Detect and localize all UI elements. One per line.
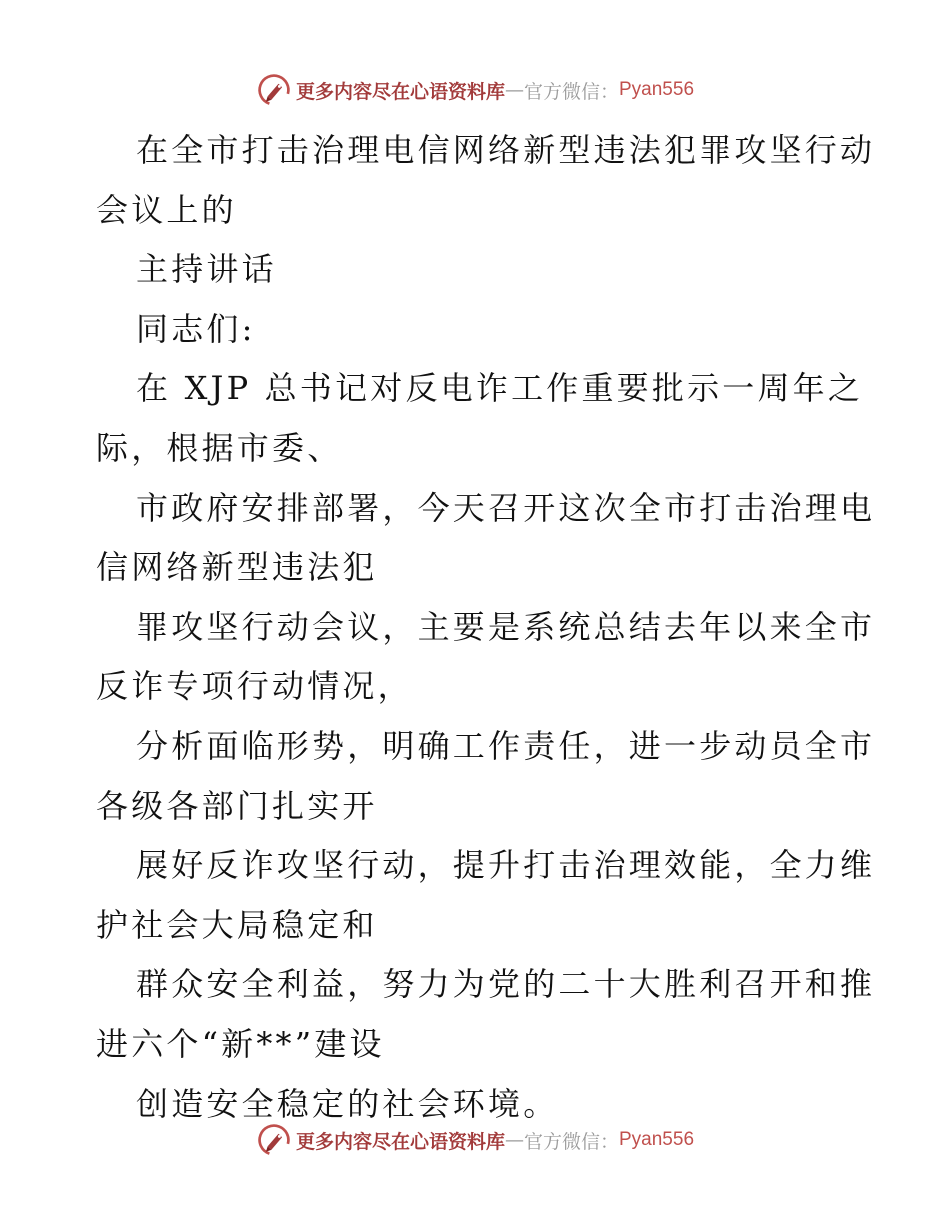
banner-separator: — <box>504 1129 524 1151</box>
text-line: 反诈专项行动情况， <box>96 667 413 706</box>
text-line: 同志们: <box>136 309 256 348</box>
banner-separator: — <box>504 79 524 101</box>
text-line: 市政府安排部署，今天召开这次全市打击治理电 <box>136 488 876 527</box>
pen-nib-logo-icon <box>256 1122 292 1158</box>
banner-slogan: 更多内容尽在心语资料库 <box>295 80 505 103</box>
text-line: 主持讲话 <box>136 250 277 289</box>
text-line: 护社会大局稳定和 <box>96 905 378 944</box>
document-body <box>96 121 876 1134</box>
text-line: 罪攻坚行动会议，主要是系统总结去年以来全市 <box>136 607 876 646</box>
text-line: 群众安全利益，努力为党的二十大胜利召开和推 <box>136 965 876 1004</box>
text-line: 分析面临形势，明确工作责任，进一步动员全市 <box>136 726 876 765</box>
footer-watermark-banner <box>0 1120 950 1160</box>
banner-official-label: 官方微信： <box>523 1130 619 1153</box>
text-line: 在 XJP 总书记对反电诈工作重要批示一周年之 <box>136 369 864 408</box>
text-line: 各级各部门扎实开 <box>96 786 378 825</box>
banner-official-label: 官方微信： <box>523 80 619 103</box>
banner-account: Pyan556 <box>619 79 695 100</box>
text-line: 在全市打击治理电信网络新型违法犯罪攻坚行动 <box>136 131 876 169</box>
text-line: 展好反诈攻坚行动，提升打击治理效能，全力维 <box>136 846 876 885</box>
pen-nib-logo-icon <box>256 72 292 108</box>
text-line: 进六个“新**”建设 <box>96 1024 385 1063</box>
banner-slogan: 更多内容尽在心语资料库 <box>295 1130 505 1153</box>
banner-account: Pyan556 <box>619 1129 695 1150</box>
text-line: 会议上的 <box>96 190 237 229</box>
text-line: 信网络新型违法犯 <box>96 548 378 587</box>
text-line: 际，根据市委、 <box>96 428 343 467</box>
header-watermark-banner <box>0 70 950 110</box>
text-line: 创造安全稳定的社会环境。 <box>136 1084 559 1123</box>
